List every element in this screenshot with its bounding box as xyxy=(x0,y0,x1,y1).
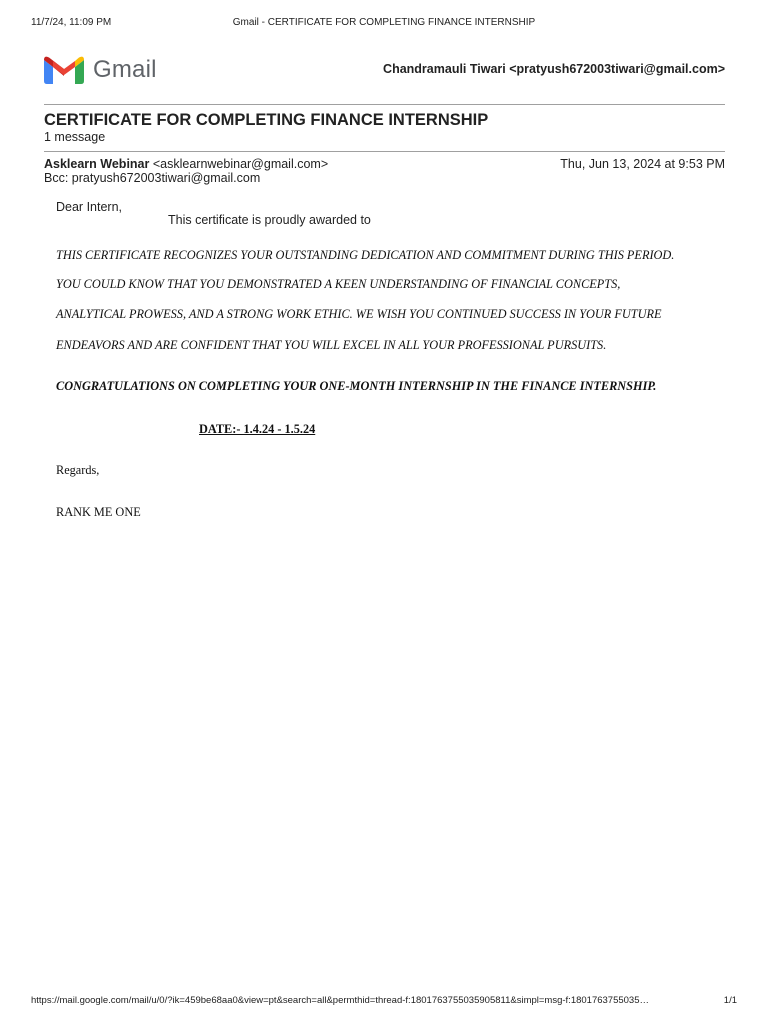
sender-name: Asklearn Webinar xyxy=(44,157,150,171)
gmail-logo-text: Gmail xyxy=(93,56,157,83)
subject-divider xyxy=(44,151,725,152)
greeting: Dear Intern, xyxy=(56,200,123,214)
page-number: 1/1 xyxy=(723,995,737,1006)
body-line: ANALYTICAL PROWESS, AND A STRONG WORK ETHIC. WE WISH YOU CONTINUED SUCCESS IN YOUR FUTURE xyxy=(56,307,662,321)
account-owner: Chandramauli Tiwari <pratyush672003tiwari@gmail.com> xyxy=(383,62,725,76)
body-line: YOU COULD KNOW THAT YOU DEMONSTRATED A KEEN UNDERSTANDING OF FINANCIAL CONCEPTS, xyxy=(56,277,621,291)
print-header xyxy=(0,17,768,31)
message-count: 1 message xyxy=(44,130,106,144)
body-line: ENDEAVORS AND ARE CONFIDENT THAT YOU WILL EXCEL IN ALL YOUR PROFESSIONAL PURSUITS. xyxy=(56,338,607,352)
regards: Regards, xyxy=(56,463,100,477)
thread-subject: CERTIFICATE FOR COMPLETING FINANCE INTERNSHIP xyxy=(44,111,489,129)
print-datetime: 11/7/24, 11:09 PM xyxy=(31,17,112,28)
gmail-m-icon xyxy=(44,56,84,84)
header-divider xyxy=(44,104,725,105)
message-date: Thu, Jun 13, 2024 at 9:53 PM xyxy=(560,157,725,171)
print-url: https://mail.google.com/mail/u/0/?ik=459be68aa0&view=pt&search=all&permthid=thread-f:1801763755035905811&simpl=msg-f:1801763755035… xyxy=(31,995,650,1006)
sender-email: <asklearnwebinar@gmail.com> xyxy=(152,157,329,171)
sender xyxy=(44,157,328,171)
signature: RANK ME ONE xyxy=(56,505,141,519)
award-line: This certificate is proudly awarded to xyxy=(168,213,371,227)
body-line: THIS CERTIFICATE RECOGNIZES YOUR OUTSTANDING DEDICATION AND COMMITMENT DURING THIS PERIOD. xyxy=(56,248,675,262)
gmail-logo xyxy=(44,56,157,84)
internship-date-line: DATE:- 1.4.24 - 1.5.24 xyxy=(199,422,316,436)
bcc-line: Bcc: pratyush672003tiwari@gmail.com xyxy=(44,171,261,185)
print-page-title: Gmail - CERTIFICATE FOR COMPLETING FINANCE INTERNSHIP xyxy=(232,17,536,28)
congratulations-line: CONGRATULATIONS ON COMPLETING YOUR ONE-MONTH INTERNSHIP IN THE FINANCE INTERNSHIP. xyxy=(56,379,657,393)
